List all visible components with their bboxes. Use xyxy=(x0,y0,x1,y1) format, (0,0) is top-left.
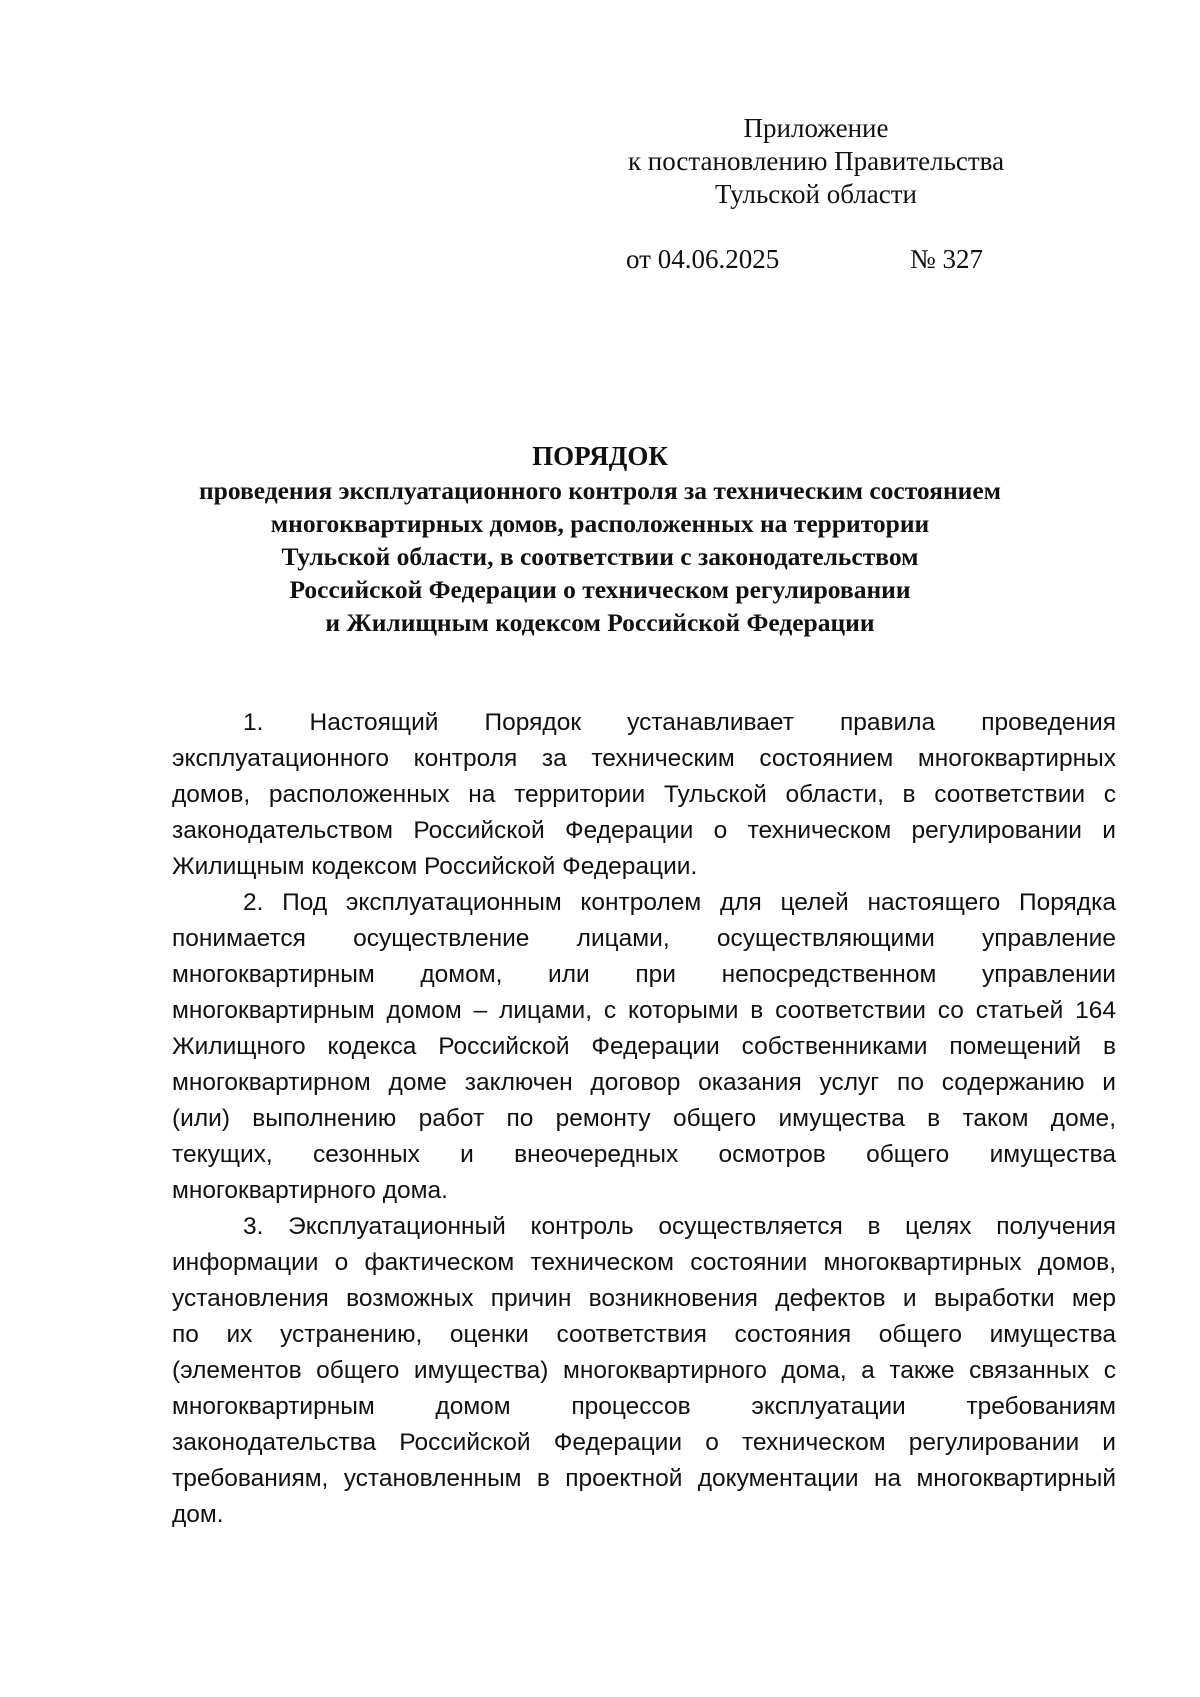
heading-line: и Жилищным кодексом Российской Федерации xyxy=(325,608,875,637)
text-line: 3. Эксплуатационный контроль осуществляется в целях получения xyxy=(243,1213,1116,1240)
text-line: 1. Настоящий Порядок устанавливает правила проведения xyxy=(243,709,1116,736)
text-line: понимается осуществление лицами, осуществляющими управление xyxy=(172,925,1116,952)
heading-line: Тульской области, в соответствии с законодательством xyxy=(281,542,919,571)
text-line: многоквартирным домом – лицами, с которыми в соответствии со статьей 164 xyxy=(172,997,1116,1024)
text-line: Жилищным кодексом Российской Федерации. xyxy=(172,853,698,880)
text-line: эксплуатационного контроля за техническим состоянием многоквартирных xyxy=(172,745,1116,772)
text-line: многоквартирном доме заключен договор оказания услуг по содержанию и xyxy=(172,1069,1116,1096)
text-line: законодательства Российской Федерации о техническом регулировании и xyxy=(172,1429,1116,1456)
text-line: 2. Под эксплуатационным контролем для целей настоящего Порядка xyxy=(243,889,1116,916)
text-line: законодательством Российской Федерации о техническом регулировании и xyxy=(172,817,1116,844)
appendix-label: Приложение xyxy=(743,113,889,143)
text-line: домов, расположенных на территории Тульской области, в соответствии с xyxy=(172,781,1116,808)
document-date: от 04.06.2025 xyxy=(626,244,780,274)
paragraph-1 xyxy=(172,705,1116,885)
text-line: (или) выполнению работ по ремонту общего имущества в таком доме, xyxy=(172,1105,1116,1132)
text-line: текущих, сезонных и внеочередных осмотров общего имущества xyxy=(172,1141,1116,1168)
paragraph-2 xyxy=(172,885,1116,1209)
text-line: информации о фактическом техническом состоянии многоквартирных домов, xyxy=(172,1249,1116,1276)
paragraph-3 xyxy=(172,1209,1116,1533)
document-number: № 327 xyxy=(910,244,984,274)
document-body xyxy=(172,705,1116,1533)
appendix-resolution: к постановлению Правительства xyxy=(627,146,1005,176)
text-line: требованиям, установленным в проектной документации на многоквартирный xyxy=(172,1465,1116,1492)
heading-line: Российской Федерации о техническом регулировании xyxy=(289,575,911,604)
text-line: (элементов общего имущества) многоквартирного дома, а также связанных с xyxy=(172,1357,1116,1384)
text-line: многоквартирного дома. xyxy=(172,1177,448,1204)
text-line: многоквартирным домом, или при непосредственном управлении xyxy=(172,961,1116,988)
appendix-header xyxy=(600,112,1032,211)
heading-line: многоквартирных домов, расположенных на территории xyxy=(270,509,930,538)
text-line: по их устранению, оценки соответствия состояния общего имущества xyxy=(172,1321,1116,1348)
document-title: ПОРЯДОК xyxy=(532,441,668,471)
text-line: дом. xyxy=(172,1501,224,1528)
text-line: установления возможных причин возникновения дефектов и выработки мер xyxy=(172,1285,1116,1312)
document-heading xyxy=(150,440,1050,639)
text-line: Жилищного кодекса Российской Федерации собственниками помещений в xyxy=(172,1033,1116,1060)
appendix-region: Тульской области xyxy=(715,179,917,209)
heading-line: проведения эксплуатационного контроля за техническим состоянием xyxy=(198,476,1002,505)
text-line: многоквартирным домом процессов эксплуатации требованиям xyxy=(172,1393,1116,1420)
